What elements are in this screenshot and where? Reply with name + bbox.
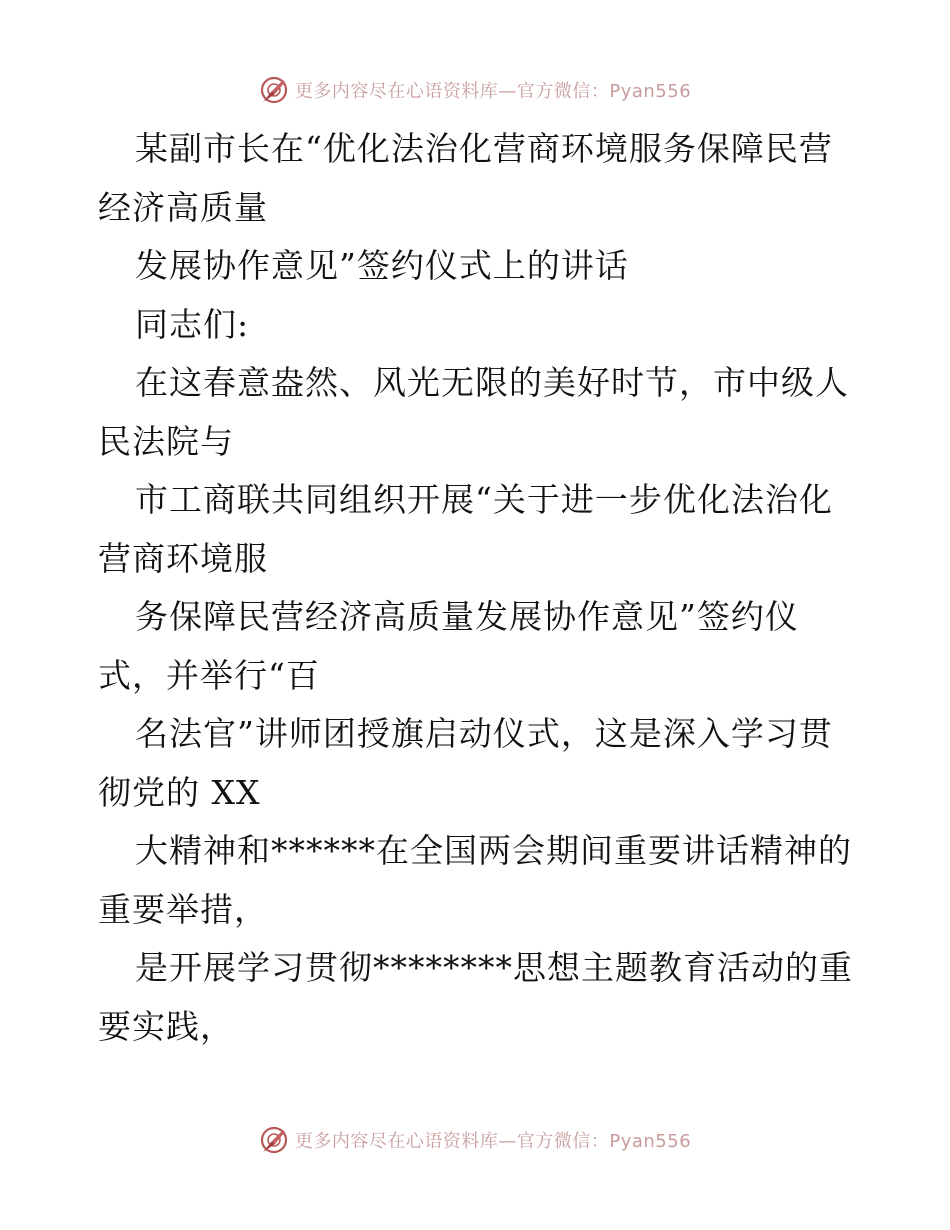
watermark-text: 更多内容尽在心语资料库—官方微信：Pyan556 — [294, 81, 692, 102]
document-line: 务保障民营经济高质量发展协作意见”签约仪 — [135, 597, 799, 636]
document-line: 市工商联共同组织开展“关于进一步优化法治化 — [135, 480, 833, 519]
document-body — [98, 120, 858, 1056]
document-line: 重要举措， — [98, 889, 268, 929]
document-line: 大精神和******在全国两会期间重要讲话精神的 — [135, 831, 852, 870]
watermark-text: 更多内容尽在心语资料库—官方微信：Pyan556 — [294, 1131, 692, 1152]
document-line: 民法院与 — [98, 421, 234, 461]
pen-logo-icon — [259, 75, 289, 105]
document-line: 是开展学习贯彻********思想主题教育活动的重 — [135, 948, 853, 987]
document-line: 经济高质量 — [98, 187, 268, 227]
document-line: 某副市长在“优化法治化营商环境服务保障民营 — [135, 129, 833, 168]
pen-logo-icon — [259, 1125, 289, 1155]
document-line: 发展协作意见”签约仪式上的讲话 — [135, 246, 629, 285]
document-line: 彻党的 XX — [98, 772, 261, 812]
document-line: 同志们: — [135, 304, 250, 344]
document-line: 名法官”讲师团授旗启动仪式，这是深入学习贯 — [135, 714, 833, 753]
header-watermark-banner — [0, 72, 950, 108]
document-line: 在这春意盎然、风光无限的美好时节，市中级人 — [135, 363, 849, 402]
footer-watermark-banner — [0, 1122, 950, 1158]
document-line: 营商环境服 — [98, 538, 268, 578]
document-line: 要实践， — [98, 1006, 234, 1046]
document-line: 式，并举行“百 — [98, 655, 320, 695]
